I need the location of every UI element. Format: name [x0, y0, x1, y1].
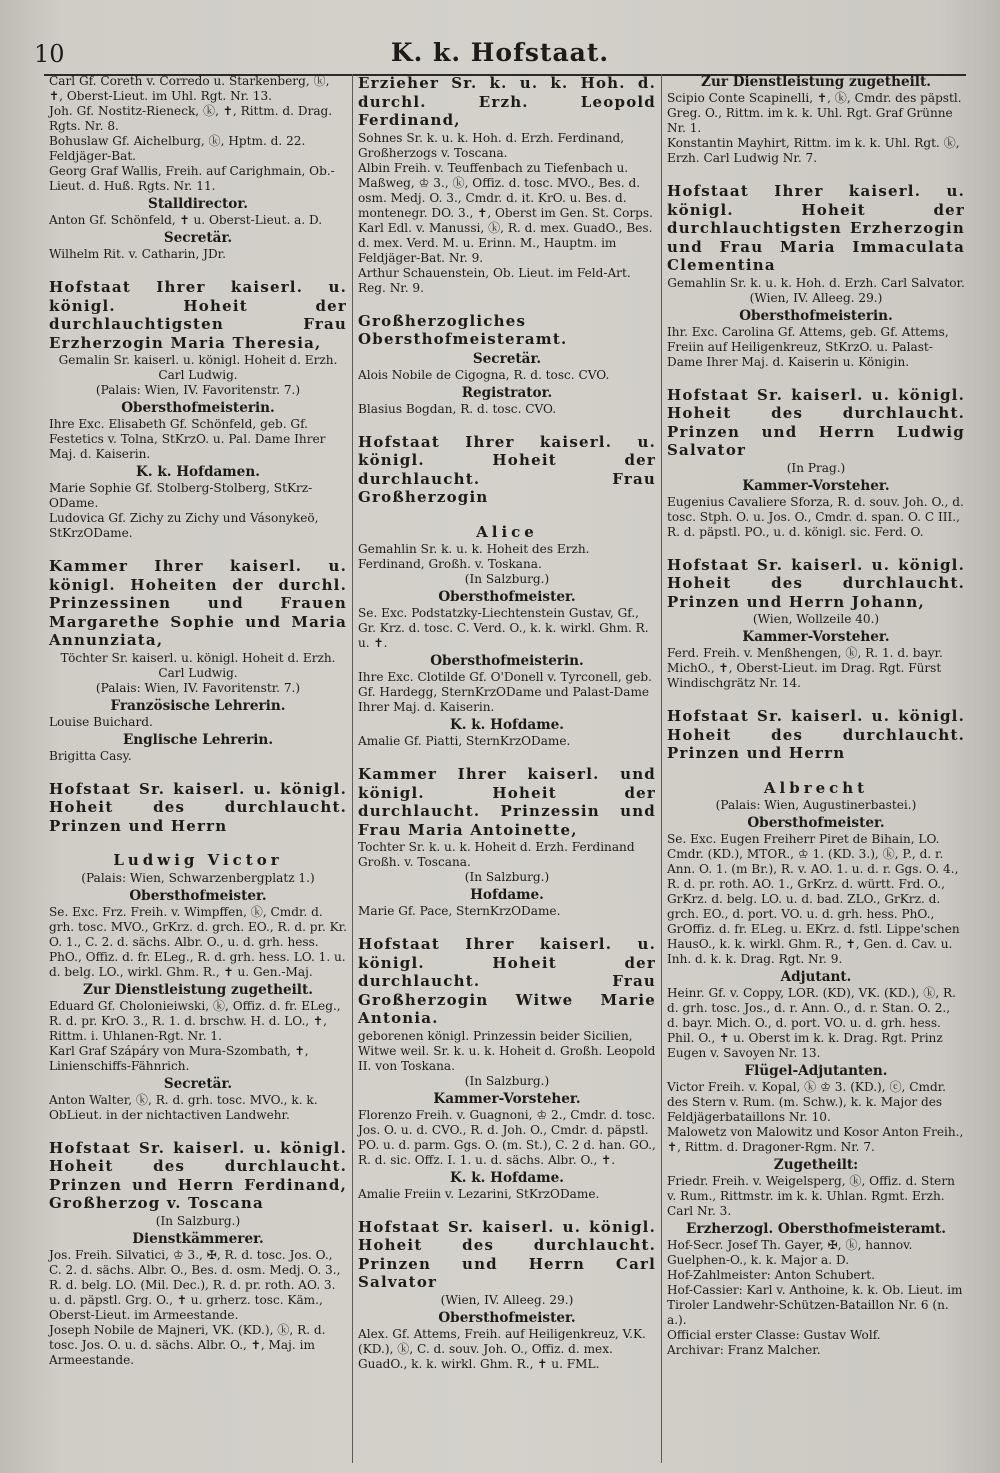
- entry-text: Wilhelm Rit. v. Catharin, JDr.: [49, 247, 226, 261]
- entry-text: Sohnes Sr. k. u. k. Hoh. d. Erzh. Ferdinand, Großherzogs v. Toscana.: [358, 130, 625, 160]
- page-number: 10: [34, 40, 65, 68]
- entry-text: Hof-Cassier: Karl v. Anthoine, k. k. Ob. Lieut. im Tiroler Landwehr-Schützen-Bataillon Nr. 6 (n. a.).: [667, 1283, 963, 1327]
- section-heading: Obersthofmeisterin.: [121, 400, 275, 416]
- entry-text: Georg Graf Wallis, Freih. auf Carighmain, Ob.-Lieut. d. Huß. Rgts. Nr. 11.: [49, 164, 335, 193]
- section-heading: Registrator.: [461, 384, 553, 401]
- entry-text: Ludovica Gf. Zichy zu Zichy und Vásonykeö, StKrzODame.: [49, 511, 319, 540]
- entry-text: Archivar: Franz Malcher.: [667, 1343, 821, 1357]
- entry-note: (In Salzburg.): [155, 1213, 241, 1228]
- entry-text: Ihre Exc. Clotilde Gf. O'Donell v. Tyrconell, geb. Gf. Hardegg, SternKrzODame und Palast-Dame Ihrer Maj. d. Kaiserin.: [358, 670, 653, 714]
- entry-text: Se. Exc. Eugen Freiherr Piret de Bihain, LO. Cmdr. (KD.), MTOR., ♔ 1. (KD. 3.), ⓚ, P., d. r. Ann. O. 1. (m Br.), R. v. AO. 1. u. d. r. Ggs. O. 4., R. d. pr. roth. AO. 1., GrKrz. d. württ. Frd. O., GrKrz. d. belg. LO. u. d. bad. ZLO., GrKrz. d. grch. EO., d. port. VO. u. d. grh. hess. PhO., GrOffiz. d. fr. ELeg. u. EKrz. d. fstl. Lippe'schen HausO., k. k. wirkl. Ghm. R., ✝, Gen. d. Cav. u. Inh. d. k. k. Drag. Rgt. Nr. 9.: [667, 832, 960, 966]
- section-title: Kammer Ihrer kaiserl. u. königl. Hoheiten der durchl. Prinzessinen und Frauen Margarethe Sophie und Maria Annunziata,: [49, 557, 347, 649]
- section-title: Großherzogliches Obersthofmeisteramt.: [358, 311, 568, 348]
- entry-text: Joh. Gf. Nostitz-Rieneck, ⓚ, ✝, Rittm. d. Drag. Rgts. Nr. 8.: [49, 104, 333, 133]
- entry-text: Karl Graf Szápáry von Mura-Szombath, ✝, Linienschiffs-Fähnrich.: [49, 1043, 309, 1073]
- section-heading: Kammer-Vorsteher.: [742, 477, 890, 494]
- entry-text: Ihr. Exc. Carolina Gf. Attems, geb. Gf. Attems, Freiin auf Heiligenkreuz, StKrzO. u. Palast-Dame Ihrer Maj. d. Kaiserin u. Königin.: [667, 324, 949, 369]
- entry-note: (Wien, Wollzeile 40.): [752, 612, 880, 626]
- section-heading: Stalldirector.: [148, 196, 248, 212]
- section-title: Hofstaat Sr. kaiserl. u. königl. Hoheit des durchlaucht. Prinzen und Herrn Carl Salvator: [358, 1217, 656, 1291]
- entry-text: Karl Edl. v. Manussi, ⓚ, R. d. mex. GuadO., Bes. d. mex. Verd. M. u. Erinn. M., Hauptm. im Feldjäger-Bat. Nr. 9.: [358, 220, 653, 265]
- entry-text: Jos. Freih. Silvatici, ♔ 3., ✠, R. d. tosc. Jos. O., C. 2. d. sächs. Albr. O., Bes. d. osm. Medj. O. 3., R. d. belg. LO. (Mil. Dec.), R. d. pr. roth. AO. 3. u. d. päpstl. Grg. O., ✝ u. grherz. tosc. Käm., Oberst-Lieut. im Armeestande.: [49, 1247, 341, 1322]
- section-heading: K. k. Hofdamen.: [136, 464, 260, 480]
- entry-text: Alois Nobile de Cigogna, R. d. tosc. CVO.: [358, 367, 610, 382]
- entry-note: (In Salzburg.): [464, 1073, 550, 1088]
- section-heading: Kammer-Vorsteher.: [742, 629, 890, 645]
- section-heading: Obersthofmeisterin.: [430, 653, 584, 669]
- entry-note: Gemahlin Sr. k. u. k. Hoh. d. Erzh. Carl Salvator.: [667, 275, 965, 290]
- section-heading: Zur Dienstleistung zugetheilt.: [701, 74, 931, 90]
- entry-text: Hof-Zahlmeister: Anton Schubert.: [667, 1268, 875, 1282]
- entry-note: (In Salzburg.): [464, 572, 550, 586]
- page-header: [0, 36, 1000, 72]
- entry-text: Louise Buichard.: [49, 714, 153, 729]
- section-heading: Englische Lehrerin.: [122, 731, 274, 748]
- entry-text: Anton Walter, ⓚ, R. d. grh. tosc. MVO., k. k. ObLieut. in der nichtactiven Landwehr.: [49, 1092, 318, 1122]
- section-heading: Secretär.: [163, 230, 233, 246]
- entry-note: (In Prag.): [786, 460, 846, 475]
- section-heading: Obersthofmeister.: [747, 815, 885, 831]
- entry-text: Florenzo Freih. v. Guagnoni, ♔ 2., Cmdr. d. tosc. Jos. O. u. d. CVO., R. d. Joh. O., Cmdr. d. päpstl. PO. u. d. parm. Ggs. O. (m. St.), C. 2 d. han. GO., R. d. sic. Offz. I. 1. u. d. sächs. Albr. O., ✝.: [358, 1107, 656, 1167]
- entry-text: Malowetz von Malowitz und Kosor Anton Freih., ✝, Rittm. d. Dragoner-Rgm. Nr. 7.: [667, 1125, 964, 1154]
- section-title: Erzieher Sr. k. u. k. Hoh. d. durchl. Erzh. Leopold Ferdinand,: [358, 74, 656, 129]
- entry-text: Brigitta Casy.: [49, 748, 132, 763]
- entry-note: (Wien, IV. Alleeg. 29.): [749, 290, 883, 305]
- section-heading: Hofdame.: [470, 887, 544, 903]
- entry-text: Ferd. Freih. v. Menßhengen, ⓚ, R. 1. d. bayr. MichO., ✝, Oberst-Lieut. im Drag. Rgt. Fürst Windischgrätz Nr. 14.: [667, 646, 943, 690]
- section-title: Hofstaat Ihrer kaiserl. u. königl. Hoheit der durchlaucht. Frau Großherzogin Witwe Marie Antonia.: [358, 935, 656, 1027]
- entry-text: Eduard Gf. Cholonieiwski, ⓚ, Offiz. d. fr. ELeg., R. d. pr. KrO. 3., R. 1. d. brschw. H. d. LO., ✝, Rittm. i. Uhlanen-Rgt. Nr. 1.: [49, 998, 341, 1043]
- section-title-name: Ludwig Victor: [113, 851, 283, 869]
- entry-text: Se. Exc. Podstatzky-Liechtenstein Gustav, Gf., Gr. Krz. d. tosc. C. Verd. O., k. k. wirkl. Ghm. R. u. ✝.: [358, 606, 649, 650]
- entry-text: Gemahlin Sr. k. u. k. Hoheit des Erzh. Ferdinand, Großh. v. Toskana.: [358, 542, 590, 571]
- entry-text: Tochter Sr. k. u. k. Hoheit d. Erzh. Ferdinand Großh. v. Toscana.: [358, 840, 635, 869]
- entry-text: Se. Exc. Frz. Freih. v. Wimpffen, ⓚ, Cmdr. d. grh. tosc. MVO., GrKrz. d. grch. EO., R. d. pr. Kr. O. 1., C. 2. d. sächs. Albr. O., u. d. grh. hess. PhO., Offiz. d. fr. ELeg., R. d. grh. hess. LO. 1. u. d. belg. LO., wirkl. Ghm. R., ✝ u. Gen.-Maj.: [49, 904, 347, 979]
- columns: [44, 74, 970, 1463]
- entry-text: geborenen königl. Prinzessin beider Sicilien, Witwe weil. Sr. k. u. k. Hoheit d. Großh. Leopold II. von Toskana.: [358, 1028, 656, 1073]
- section-title: Hofstaat Sr. kaiserl. u. königl. Hoheit des durchlaucht. Prinzen und Herrn Johann,: [667, 555, 965, 611]
- entry-text: Amalie Gf. Piatti, SternKrzODame.: [358, 734, 571, 748]
- entry-note: (Palais: Wien, Augustinerbastei.): [715, 798, 917, 812]
- entry-text: Carl Gf. Coreth v. Corredo u. Starkenberg, ⓚ, ✝, Oberst-Lieut. im Uhl. Rgt. Nr. 13.: [49, 74, 330, 103]
- section-title: Hofstaat Sr. kaiserl. u. königl. Hoheit des durchlaucht. Prinzen und Herrn Ferdinand, Großherzog v. Toscana: [49, 1138, 347, 1212]
- entry-text: Eugenius Cavaliere Sforza, R. d. souv. Joh. O., d. tosc. Stph. O. u. Jos. O., Cmdr. d. span. O. C III., R. d. päpstl. PO., u. d. königl. sic. Ferd. O.: [667, 494, 964, 539]
- entry-note: Gemalin Sr. kaiserl. u. königl. Hoheit d. Erzh. Carl Ludwig.: [58, 353, 338, 382]
- entry-text: Friedr. Freih. v. Weigelsperg, ⓚ, Offiz. d. Stern v. Rum., Rittmstr. im k. k. Uhlan. Rgmt. Erzh. Carl Nr. 3.: [667, 1174, 955, 1218]
- section-title: Hofstaat Ihrer kaiserl. u. königl. Hoheit der durchlauchtigsten Frau Erzherzogin Maria Theresia,: [49, 278, 347, 352]
- entry-text: Marie Sophie Gf. Stolberg-Stolberg, StKrz-ODame.: [49, 481, 313, 510]
- entry-note: (Palais: Wien, IV. Favoritenstr. 7.): [95, 383, 301, 397]
- entry-text: Hof-Secr. Josef Th. Gayer, ✠, ⓚ, hannov. Guelphen-O., k. k. Major a. D.: [667, 1238, 913, 1267]
- section-heading: Secretär.: [472, 350, 542, 367]
- entry-note: (Palais: Wien, IV. Favoritenstr. 7.): [95, 680, 301, 695]
- column-middle: [352, 74, 661, 1463]
- entry-text: Amalie Freiin v. Lezarini, StKrzODame.: [358, 1186, 600, 1201]
- entry-text: Victor Freih. v. Kopal, ⓚ ♔ 3. (KD.), ⓒ, Cmdr. des Stern v. Rum. (m. Schw.), k. k. Major des Feldjägerbataillons Nr. 10.: [667, 1080, 947, 1124]
- entry-note: Töchter Sr. kaiserl. u. königl. Hoheit d. Erzh. Carl Ludwig.: [60, 650, 336, 680]
- section-title: Hofstaat Ihrer kaiserl. u. königl. Hoheit der durchlaucht. Frau Großherzogin: [358, 432, 656, 506]
- section-title: Hofstaat Sr. kaiserl. u. königl. Hoheit des durchlaucht. Prinzen und Herrn Ludwig Salvator: [667, 385, 965, 459]
- section-title: Hofstaat Sr. kaiserl. u. königl. Hoheit des durchlaucht. Prinzen und Herrn: [667, 707, 965, 762]
- section-heading: Flügel-Adjutanten.: [744, 1063, 888, 1079]
- section-heading: K. k. Hofdame.: [449, 1169, 564, 1186]
- section-heading: Obersthofmeister.: [129, 887, 267, 904]
- entry-text: Heinr. Gf. v. Coppy, LOR. (KD), VK. (KD.), ⓚ, R. d. grh. tosc. Jos., d. r. Ann. O., d. r. Stan. O. 2., d. bayr. Mich. O., d. port. VO. u. d. grh. hess. Phil. O., ✝ u. Oberst im k. k. Drag. Rgt. Prinz Eugen v. Savoyen Nr. 13.: [667, 986, 956, 1060]
- section-heading: Obersthofmeister.: [438, 589, 576, 605]
- entry-text: Scipio Conte Scapinelli, ✝, ⓚ, Cmdr. des päpstl. Greg. O., Rittm. im k. k. Uhl. Rgt. Graf Grünne Nr. 1.: [667, 91, 962, 135]
- entry-note: (Palais: Wien, Schwarzenbergplatz 1.): [81, 870, 315, 885]
- entry-text: Alex. Gf. Attems, Freih. auf Heiligenkreuz, V.K. (KD.), ⓚ, C. d. souv. Joh. O., Offiz. d. mex. GuadO., k. k. wirkl. Ghm. R., ✝ u. FML.: [358, 1326, 646, 1371]
- section-heading: Obersthofmeisterin.: [739, 307, 893, 324]
- entry-note: (Wien, IV. Alleeg. 29.): [440, 1292, 574, 1307]
- entry-text: Konstantin Mayhirt, Rittm. im k. k. Uhl. Rgt. ⓚ, Erzh. Carl Ludwig Nr. 7.: [667, 136, 960, 165]
- section-heading: Secretär.: [163, 1075, 233, 1092]
- section-heading: Zur Dienstleistung zugetheilt.: [83, 981, 313, 998]
- section-heading: Dienstkämmerer.: [132, 1230, 264, 1247]
- section-heading: K. k. Hofdame.: [449, 717, 564, 733]
- section-title: Hofstaat Sr. kaiserl. u. königl. Hoheit des durchlaucht. Prinzen und Herrn: [49, 779, 347, 835]
- entry-text: Joseph Nobile de Majneri, VK. (KD.), ⓚ, R. d. tosc. Jos. O. u. d. sächs. Albr. O., ✝, Maj. im Armeestande.: [49, 1322, 326, 1367]
- entry-text: Arthur Schauenstein, Ob. Lieut. im Feld-Art. Reg. Nr. 9.: [358, 265, 631, 295]
- entry-text: Marie Gf. Pace, SternKrzODame.: [358, 904, 561, 918]
- column-left: [44, 74, 352, 1463]
- section-title-name: Albrecht: [763, 778, 869, 797]
- entry-text: Albin Freih. v. Teuffenbach zu Tiefenbach u. Maßweg, ♔ 3., ⓚ, Offiz. d. tosc. MVO., Bes. d. osm. Medj. O. 3., Cmdr. d. it. KrO. u. Bes. d. montenegr. DO. 3., ✝, Oberst im Gen. St. Corps.: [358, 160, 653, 220]
- section-title: Kammer Ihrer kaiserl. und königl. Hoheit der durchlaucht. Prinzessin und Frau Maria Antoinette,: [358, 765, 656, 839]
- section-title-name: Alice: [476, 522, 538, 541]
- entry-text: Official erster Classe: Gustav Wolf.: [667, 1328, 881, 1342]
- section-heading: Adjutant.: [780, 969, 852, 985]
- column-right: [661, 74, 970, 1463]
- section-heading: Zugetheilt:: [773, 1157, 859, 1173]
- section-heading: Obersthofmeister.: [438, 1309, 576, 1326]
- entry-text: Anton Gf. Schönfeld, ✝ u. Oberst-Lieut. a. D.: [49, 213, 323, 227]
- entry-text: Blasius Bogdan, R. d. tosc. CVO.: [358, 401, 557, 416]
- entry-note: (In Salzburg.): [464, 870, 550, 884]
- section-heading: Französische Lehrerin.: [110, 697, 286, 714]
- section-heading: Kammer-Vorsteher.: [433, 1090, 581, 1107]
- section-heading: Erzherzogl. Obersthofmeisteramt.: [686, 1221, 946, 1237]
- entry-text: Bohuslaw Gf. Aichelburg, ⓚ, Hptm. d. 22. Feldjäger-Bat.: [49, 134, 306, 163]
- section-title: Hofstaat Ihrer kaiserl. u. königl. Hoheit der durchlauchtigsten Erzherzogin und Frau Maria Immaculata Clementina: [667, 182, 965, 274]
- running-head: K. k. Hofstaat.: [390, 38, 610, 67]
- entry-text: Ihre Exc. Elisabeth Gf. Schönfeld, geb. Gf. Festetics v. Tolna, StKrzO. u. Pal. Dame Ihrer Maj. d. Kaiserin.: [49, 417, 326, 461]
